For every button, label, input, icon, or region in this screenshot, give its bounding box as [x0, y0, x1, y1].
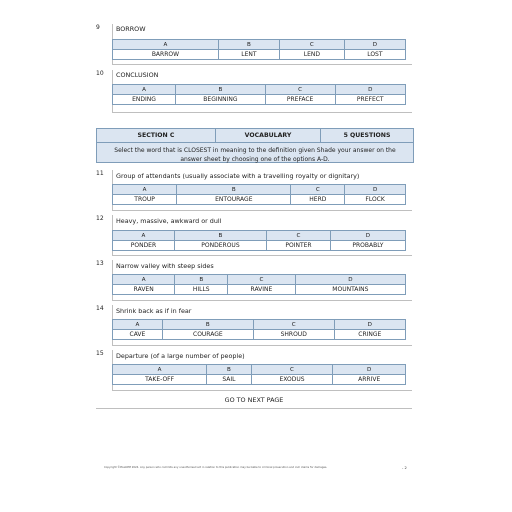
section-name: SECTION C	[97, 129, 216, 142]
option-c: RAVINE	[228, 285, 296, 295]
question-prompt: CONCLUSION	[116, 71, 159, 79]
question-15	[96, 350, 412, 390]
option-header-b: B	[207, 365, 251, 375]
option-header-c: C	[291, 185, 345, 195]
question-number: 9	[96, 24, 100, 31]
question-prompt: Departure (of a large number of people)	[116, 352, 245, 360]
options-table	[112, 364, 406, 385]
question-10	[96, 70, 412, 112]
option-d: CRINGE	[334, 330, 405, 340]
option-a: BARROW	[113, 50, 219, 60]
option-c: LEND	[280, 50, 345, 60]
option-header-a: A	[113, 85, 176, 95]
section-question-count: 5 QUESTIONS	[343, 132, 391, 139]
option-header-d: D	[330, 231, 405, 241]
option-c: SHROUD	[253, 330, 334, 340]
question-number: 11	[96, 170, 104, 177]
option-header-c: C	[280, 40, 345, 50]
option-b: PONDEROUS	[174, 241, 266, 251]
option-c: POINTER	[267, 241, 331, 251]
option-d: FLOCK	[345, 195, 406, 205]
option-a: PONDER	[113, 241, 175, 251]
option-header-a: A	[113, 275, 175, 285]
option-a: TAKE-OFF	[113, 375, 207, 385]
option-b: SAIL	[207, 375, 251, 385]
option-b: BEGINNING	[176, 95, 266, 105]
option-a: RAVEN	[113, 285, 175, 295]
option-header-a: A	[113, 185, 177, 195]
question-prompt: BORROW	[116, 25, 146, 33]
option-b: HILLS	[175, 285, 228, 295]
question-number: 10	[96, 70, 104, 77]
question-prompt: Narrow valley with steep sides	[116, 262, 214, 270]
option-header-d: D	[333, 365, 406, 375]
option-header-a: A	[113, 40, 219, 50]
option-header-a: A	[113, 231, 175, 241]
section-header	[96, 128, 414, 163]
option-d: MOUNTAINS	[295, 285, 405, 295]
next-page-notice: GO TO NEXT PAGE	[224, 396, 284, 404]
option-d: LOST	[344, 50, 405, 60]
question-number: 15	[96, 350, 104, 357]
options-table	[112, 319, 406, 340]
page-number: - 2	[402, 466, 407, 470]
option-c: HERD	[291, 195, 345, 205]
option-d: ARRIVE	[333, 375, 406, 385]
option-a: CAVE	[113, 330, 163, 340]
option-header-d: D	[334, 320, 405, 330]
option-header-c: C	[265, 85, 335, 95]
question-11	[96, 170, 412, 210]
option-header-c: C	[251, 365, 333, 375]
option-header-a: A	[113, 320, 163, 330]
options-table	[112, 39, 406, 60]
option-d: PREFECT	[335, 95, 405, 105]
question-14	[96, 305, 412, 345]
option-header-d: D	[295, 275, 405, 285]
question-9	[96, 24, 412, 64]
option-header-d: D	[335, 85, 405, 95]
question-13	[96, 260, 412, 300]
option-header-d: D	[345, 185, 406, 195]
option-header-b: B	[162, 320, 253, 330]
footer-divider	[96, 408, 412, 409]
option-header-b: B	[218, 40, 279, 50]
option-header-c: C	[253, 320, 334, 330]
option-c: EXODUS	[251, 375, 333, 385]
option-b: ENTOURAGE	[177, 195, 291, 205]
option-header-a: A	[113, 365, 207, 375]
options-table	[112, 230, 406, 251]
question-prompt: Group of attendants (usually associate with a travelling royalty or dignitary)	[116, 172, 360, 180]
options-table	[112, 274, 406, 295]
option-c: PREFACE	[265, 95, 335, 105]
option-header-b: B	[175, 275, 228, 285]
section-topic: VOCABULARY	[216, 129, 321, 142]
option-b: COURAGE	[162, 330, 253, 340]
option-a: TROUP	[113, 195, 177, 205]
option-header-b: B	[176, 85, 266, 95]
option-d: PROBABLY	[330, 241, 405, 251]
option-header-d: D	[344, 40, 405, 50]
section-title-row	[97, 129, 413, 143]
question-number: 13	[96, 260, 104, 267]
options-table	[112, 184, 406, 205]
question-prompt: Heavy, massive, awkward or dull	[116, 217, 222, 225]
copyright-notice: Copyright ©PlusKPM 2024. Any person who commits any unauthorised act in relation to this publication may be liable to criminal prosecution and civil claims for damages.	[104, 466, 328, 469]
option-header-b: B	[174, 231, 266, 241]
option-header-c: C	[228, 275, 296, 285]
option-header-c: C	[267, 231, 331, 241]
option-header-b: B	[177, 185, 291, 195]
question-12	[96, 215, 412, 255]
question-number: 12	[96, 215, 104, 222]
question-prompt: Shrink back as if in fear	[116, 307, 192, 315]
options-table	[112, 84, 406, 105]
section-instruction: Select the word that is CLOSEST in meaning to the definition given Shade your answer on the answer sheet by choosing one of the options A-D.	[114, 147, 396, 163]
question-number: 14	[96, 305, 104, 312]
option-a: ENDING	[113, 95, 176, 105]
option-b: LENT	[218, 50, 279, 60]
